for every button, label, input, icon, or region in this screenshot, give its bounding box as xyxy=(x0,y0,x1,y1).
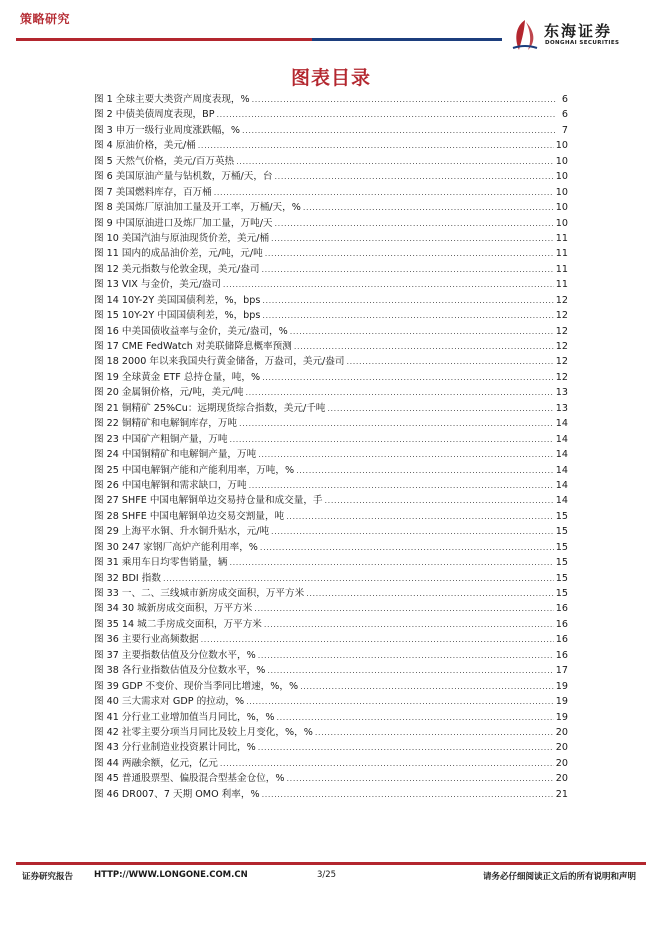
toc-entry[interactable] xyxy=(94,555,568,570)
toc-entry-page[interactable]: 15 xyxy=(555,526,568,538)
toc-dot-leader xyxy=(163,571,554,586)
toc-entry-title[interactable]: 图 16 中美国债收益率与金价，美元/盎司，% xyxy=(94,325,288,337)
toc-entry[interactable] xyxy=(94,370,568,385)
footer-url[interactable]: HTTP://WWW.LONGONE.COM.CN xyxy=(94,870,248,880)
toc-dot-leader xyxy=(220,756,554,771)
toc-entry-page[interactable]: 10 xyxy=(555,217,568,229)
toc-entry-page[interactable]: 16 xyxy=(555,603,568,615)
toc-entry-page[interactable]: 16 xyxy=(555,634,568,646)
toc-dot-leader xyxy=(258,740,554,755)
toc-dot-leader xyxy=(290,324,554,339)
toc-entry[interactable] xyxy=(94,107,568,122)
toc-entry-title[interactable]: 图 44 两融余额，亿元，亿元 xyxy=(94,757,218,769)
toc-entry-page[interactable]: 15 xyxy=(555,588,568,599)
toc-dot-leader xyxy=(198,138,554,153)
toc-entry[interactable] xyxy=(94,617,568,632)
toc-entry-page[interactable]: 6 xyxy=(561,109,568,121)
toc-entry-title[interactable]: 图 43 分行业制造业投资累计同比，% xyxy=(94,742,256,754)
toc-entry-title[interactable]: 图 26 中国电解铜和需求缺口，万吨 xyxy=(94,479,247,491)
toc-entry[interactable] xyxy=(94,694,568,709)
toc-entry-page[interactable]: 7 xyxy=(561,124,568,136)
figure-list xyxy=(94,92,568,802)
toc-entry-title[interactable]: 图 12 美元指数与伦敦金现，美元/盎司 xyxy=(94,263,260,275)
toc-entry-page[interactable]: 10 xyxy=(555,155,568,167)
toc-entry-title[interactable]: 图 23 中国矿产粗铜产量，万吨 xyxy=(94,433,228,445)
toc-dot-leader xyxy=(223,277,554,292)
toc-dot-leader xyxy=(296,463,554,478)
toc-entry[interactable] xyxy=(94,740,568,755)
company-logo xyxy=(510,18,650,54)
toc-entry[interactable] xyxy=(94,246,568,261)
toc-entry[interactable] xyxy=(94,478,568,493)
toc-dot-leader xyxy=(254,601,553,616)
toc-entry[interactable] xyxy=(94,324,568,339)
toc-dot-leader xyxy=(229,432,553,447)
toc-entry-page[interactable]: 15 xyxy=(555,572,568,584)
toc-entry-title[interactable]: 图 3 申万一级行业周度涨跌幅，% xyxy=(94,124,241,136)
toc-entry-page[interactable]: 15 xyxy=(555,557,568,569)
toc-entry-page[interactable]: 15 xyxy=(555,541,568,553)
toc-entry[interactable] xyxy=(94,710,568,725)
page-title: 图表目录 xyxy=(290,67,371,89)
toc-dot-leader xyxy=(214,185,554,200)
toc-entry-title[interactable]: 图 9 中国原油进口及炼厂加工量，万吨/天 xyxy=(94,217,273,229)
toc-entry-title[interactable]: 图 17 CME FedWatch 对美联储降息概率预测 xyxy=(94,341,292,352)
toc-dot-leader xyxy=(264,617,554,632)
toc-dot-leader xyxy=(267,663,553,678)
toc-dot-leader xyxy=(252,92,556,107)
toc-entry-page[interactable]: 10 xyxy=(555,202,568,214)
toc-entry-title[interactable]: 图 10 美国汽油与原油现货价差，美元/桶 xyxy=(94,232,270,244)
toc-dot-leader xyxy=(262,308,553,323)
toc-entry[interactable] xyxy=(94,447,568,462)
toc-entry[interactable] xyxy=(94,200,568,215)
toc-entry-title[interactable]: 图 13 VIX 与金价，美元/盎司 xyxy=(94,279,221,291)
toc-dot-leader xyxy=(286,509,554,524)
toc-dot-leader xyxy=(271,231,554,246)
toc-entry[interactable] xyxy=(94,262,568,277)
toc-dot-leader xyxy=(275,169,554,184)
toc-entry-title[interactable]: 图 41 分行业工业增加值当月同比，%，% xyxy=(94,711,275,723)
toc-entry[interactable] xyxy=(94,277,568,292)
toc-entry-title[interactable]: 图 19 全球黄金 ETF 总持仓量，吨，% xyxy=(94,371,261,383)
toc-dot-leader xyxy=(306,586,554,601)
toc-entry-title[interactable]: 图 46 DR007、7 天期 OMO 利率，% xyxy=(94,788,260,800)
toc-dot-leader xyxy=(201,632,554,647)
toc-entry-page[interactable]: 12 xyxy=(555,371,568,383)
toc-entry-page[interactable]: 14 xyxy=(555,464,568,476)
toc-entry[interactable] xyxy=(94,154,568,169)
header-rule-red xyxy=(16,38,312,41)
toc-entry-title[interactable]: 图 4 原油价格，美元/桶 xyxy=(94,140,196,152)
toc-dot-leader xyxy=(261,262,553,277)
toc-dot-leader xyxy=(346,354,553,369)
toc-entry-page[interactable]: 11 xyxy=(555,248,568,260)
toc-entry-title[interactable]: 图 42 社零主要分项当月同比及较上月变化，%，% xyxy=(94,726,313,738)
logo-name: 东海证券 xyxy=(544,22,613,40)
toc-entry-page[interactable]: 10 xyxy=(555,171,568,183)
toc-entry-title[interactable]: 图 8 美国炼厂原油加工量及开工率，万桶/天，% xyxy=(94,202,301,214)
toc-entry-title[interactable]: 图 33 一、二、三线城市新房成交面积，万平方米 xyxy=(94,588,305,599)
toc-entry-page[interactable]: 6 xyxy=(561,94,568,105)
toc-entry-page[interactable]: 10 xyxy=(555,140,568,152)
toc-entry-page[interactable]: 15 xyxy=(555,510,568,522)
toc-entry[interactable] xyxy=(94,509,568,524)
toc-entry-page[interactable]: 12 xyxy=(555,325,568,337)
footer-page-number: 3/25 xyxy=(317,870,337,880)
toc-entry[interactable] xyxy=(94,385,568,400)
toc-entry[interactable] xyxy=(94,216,568,231)
toc-entry-page[interactable]: 14 xyxy=(555,449,568,461)
toc-entry[interactable] xyxy=(94,432,568,447)
toc-entry[interactable] xyxy=(94,416,568,431)
toc-entry-page[interactable]: 14 xyxy=(555,479,568,491)
toc-entry[interactable] xyxy=(94,771,568,786)
toc-entry[interactable] xyxy=(94,648,568,663)
toc-entry[interactable] xyxy=(94,524,568,539)
toc-entry[interactable] xyxy=(94,571,568,586)
toc-dot-leader xyxy=(249,478,554,493)
toc-entry-page[interactable]: 12 xyxy=(555,294,568,306)
toc-entry-title[interactable]: 图 32 BDI 指数 xyxy=(94,572,161,584)
toc-entry[interactable] xyxy=(94,663,568,678)
toc-entry-page[interactable]: 19 xyxy=(555,711,568,723)
toc-entry[interactable] xyxy=(94,401,568,416)
toc-dot-leader xyxy=(229,555,553,570)
toc-entry-page[interactable]: 19 xyxy=(555,680,568,692)
toc-dot-leader xyxy=(265,246,554,261)
toc-entry[interactable] xyxy=(94,308,568,323)
toc-entry-title[interactable]: 图 30 247 家钢厂高炉产能利用率，% xyxy=(94,541,258,553)
toc-entry[interactable] xyxy=(94,231,568,246)
toc-entry[interactable] xyxy=(94,354,568,369)
toc-entry-title[interactable]: 图 27 SHFE 中国电解铜单边交易持仓量和成交量，手 xyxy=(94,495,323,507)
toc-dot-leader xyxy=(325,493,554,508)
toc-entry-page[interactable]: 13 xyxy=(555,402,568,414)
toc-entry[interactable] xyxy=(94,293,568,308)
toc-entry-title[interactable]: 图 22 铜精矿和电解铜库存，万吨 xyxy=(94,418,238,430)
toc-entry-title[interactable]: 图 37 主要指数估值及分位数水平，% xyxy=(94,649,256,661)
toc-dot-leader xyxy=(236,154,554,169)
toc-entry-page[interactable]: 11 xyxy=(555,263,568,275)
toc-entry-page[interactable]: 16 xyxy=(555,649,568,661)
toc-entry-title[interactable]: 图 11 国内的成品油价差，元/吨，元/吨 xyxy=(94,248,263,260)
toc-dot-leader xyxy=(294,339,554,354)
toc-entry[interactable] xyxy=(94,339,568,354)
toc-entry-page[interactable]: 21 xyxy=(555,788,568,800)
toc-entry-title[interactable]: 图 28 SHFE 中国电解铜单边交易交割量，吨 xyxy=(94,510,285,522)
toc-entry[interactable] xyxy=(94,92,568,107)
toc-entry[interactable] xyxy=(94,586,568,601)
footer-rule xyxy=(16,862,646,865)
toc-entry-page[interactable]: 11 xyxy=(555,279,568,291)
toc-entry-page[interactable]: 20 xyxy=(555,757,568,769)
toc-entry-title[interactable]: 图 15 10Y-2Y 中国国债利差，%，bps xyxy=(94,310,261,322)
logo-english-name: DONGHAI SECURITIES xyxy=(545,40,620,46)
toc-entry-title[interactable]: 图 21 铜精矿 25%Cu：远期现货综合指数，美元/千吨 xyxy=(94,402,326,414)
toc-entry-page[interactable]: 17 xyxy=(555,665,568,677)
toc-entry-page[interactable]: 14 xyxy=(555,418,568,430)
toc-entry-title[interactable]: 图 2 中债美债周度表现，BP xyxy=(94,109,215,121)
toc-entry-title[interactable]: 图 1 全球主要大类资产周度表现，% xyxy=(94,94,250,105)
toc-dot-leader xyxy=(271,524,554,539)
toc-dot-leader xyxy=(258,447,554,462)
toc-entry-title[interactable]: 图 39 GDP 不变价、现价当季同比增速，%，% xyxy=(94,680,299,692)
toc-entry[interactable] xyxy=(94,725,568,740)
toc-dot-leader xyxy=(258,648,554,663)
toc-entry[interactable] xyxy=(94,463,568,478)
toc-entry-page[interactable]: 20 xyxy=(555,773,568,785)
footer-report-type: 证券研究报告 xyxy=(22,872,74,882)
toc-entry-page[interactable]: 14 xyxy=(555,433,568,445)
toc-entry[interactable] xyxy=(94,787,568,802)
toc-entry-title[interactable]: 图 29 上海平水铜、升水铜升贴水，元/吨 xyxy=(94,526,270,538)
toc-entry[interactable] xyxy=(94,169,568,184)
toc-entry-page[interactable]: 20 xyxy=(555,726,568,738)
toc-entry-title[interactable]: 图 6 美国原油产量与钻机数，万桶/天，台 xyxy=(94,171,273,183)
toc-entry-page[interactable]: 14 xyxy=(555,495,568,507)
toc-entry-page[interactable]: 19 xyxy=(555,696,568,708)
toc-dot-leader xyxy=(217,107,556,122)
toc-entry[interactable] xyxy=(94,632,568,647)
toc-entry[interactable] xyxy=(94,540,568,555)
header-rule-blue xyxy=(312,38,502,41)
toc-entry-title[interactable]: 图 34 30 城新房成交面积，万平方米 xyxy=(94,603,253,615)
toc-entry-title[interactable]: 图 36 主要行业高频数据 xyxy=(94,634,199,646)
toc-entry[interactable] xyxy=(94,138,568,153)
toc-dot-leader xyxy=(239,416,554,431)
toc-dot-leader xyxy=(276,710,553,725)
toc-entry-page[interactable]: 12 xyxy=(555,310,568,322)
toc-dot-leader xyxy=(300,679,554,694)
toc-entry-title[interactable]: 图 24 中国铜精矿和电解铜产量，万吨 xyxy=(94,449,257,461)
toc-dot-leader xyxy=(262,370,554,385)
toc-dot-leader xyxy=(303,200,554,215)
toc-entry-page[interactable]: 20 xyxy=(555,742,568,754)
toc-dot-leader xyxy=(315,725,554,740)
toc-dot-leader xyxy=(246,694,554,709)
toc-entry[interactable] xyxy=(94,123,568,138)
toc-entry-page[interactable]: 16 xyxy=(555,618,568,630)
toc-entry[interactable] xyxy=(94,493,568,508)
toc-entry-title[interactable]: 图 35 14 城二手房成交面积，万平方米 xyxy=(94,618,262,630)
toc-entry-page[interactable]: 13 xyxy=(555,387,568,399)
toc-entry-title[interactable]: 图 38 各行业指数估值及分位数水平，% xyxy=(94,665,266,677)
toc-entry-title[interactable]: 图 45 普通股票型、偏股混合型基金仓位，% xyxy=(94,773,285,785)
toc-entry-page[interactable]: 12 xyxy=(555,341,568,352)
toc-entry-title[interactable]: 图 20 金属铜价格，元/吨，美元/吨 xyxy=(94,387,244,399)
sail-logo-icon xyxy=(510,18,540,52)
footer-disclaimer: 请务必仔细阅读正文后的所有说明和声明 xyxy=(482,872,636,882)
toc-entry-page[interactable]: 10 xyxy=(555,186,568,198)
toc-entry[interactable] xyxy=(94,756,568,771)
toc-dot-leader xyxy=(260,540,554,555)
toc-entry[interactable] xyxy=(94,185,568,200)
toc-dot-leader xyxy=(242,123,556,138)
toc-entry-title[interactable]: 图 31 乘用车日均零售销量，辆 xyxy=(94,557,228,569)
toc-entry-page[interactable]: 11 xyxy=(555,232,568,244)
toc-entry-title[interactable]: 图 14 10Y-2Y 美国国债利差，%，bps xyxy=(94,294,261,306)
toc-dot-leader xyxy=(262,787,554,802)
toc-entry-title[interactable]: 图 40 三大需求对 GDP 的拉动，% xyxy=(94,696,245,708)
toc-entry-title[interactable]: 图 18 2000 年以来我国央行黄金储备，万盎司，美元/盎司 xyxy=(94,356,345,368)
toc-dot-leader xyxy=(246,385,554,400)
toc-entry-title[interactable]: 图 5 天然气价格，美元/百万英热 xyxy=(94,155,235,167)
toc-dot-leader xyxy=(275,216,554,231)
toc-dot-leader xyxy=(327,401,553,416)
toc-entry-title[interactable]: 图 25 中国电解铜产能和产能利用率，万吨，% xyxy=(94,464,295,476)
toc-entry-page[interactable]: 12 xyxy=(555,356,568,368)
toc-entry[interactable] xyxy=(94,679,568,694)
toc-entry[interactable] xyxy=(94,601,568,616)
section-label: 策略研究 xyxy=(20,12,71,26)
toc-dot-leader xyxy=(287,771,554,786)
toc-dot-leader xyxy=(262,293,553,308)
toc-entry-title[interactable]: 图 7 美国燃料库存，百万桶 xyxy=(94,186,212,198)
